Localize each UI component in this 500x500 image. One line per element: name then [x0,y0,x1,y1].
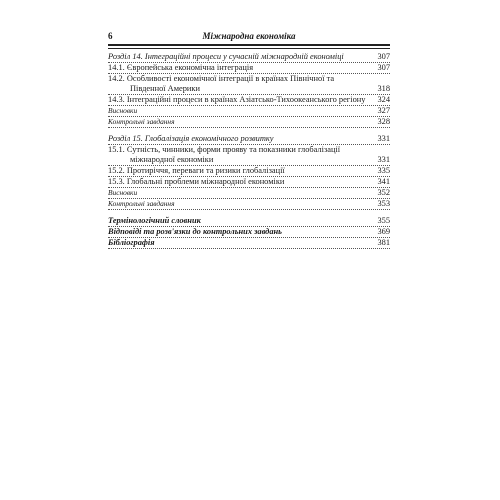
toc-entry-14-conclusions [108,106,390,117]
header-rule-thin [108,48,390,49]
toc-entry-14-3 [108,95,390,106]
toc-entry-title: 15.2. Протиріччя, переваги та ризики глобалізації [108,166,285,175]
toc-entry-title: 14.2. Особливості економічної інтеграції в країнах Північної та Південної Америки [108,74,335,93]
page-header [108,31,390,45]
toc-entry-page: 331 [377,134,390,143]
toc-entry-glossary [108,216,390,227]
toc-entry-title: Розділ 14. Інтеграційні процеси у сучасній міжнародній економіці [108,52,344,61]
toc-entry-page: 324 [377,95,390,104]
toc-entry-title: Бібліографія [108,238,155,247]
toc-entry-page: 318 [377,84,390,93]
toc-entry-section-14 [108,52,390,63]
toc-entry-page: 335 [377,166,390,175]
toc-entry-title: Розділ 15. Глобалізація економічного розвитку [108,134,274,143]
toc-entry-14-tasks [108,117,390,128]
toc-entry-title: Контрольні завдання [108,199,175,208]
running-title: Міжнародна економіка [202,31,296,41]
toc-entry-15-conclusions [108,188,390,199]
toc-entry-15-1 [108,145,390,166]
page-number: 6 [108,31,113,41]
toc-entry-page: 307 [377,52,390,61]
toc-entry-15-2 [108,166,390,177]
toc-entry-title: Контрольні завдання [108,117,175,126]
toc-entry-bibliography [108,238,390,249]
toc-entry-page: 307 [377,63,390,72]
toc-entry-page: 341 [377,177,390,186]
toc-entry-15-3 [108,177,390,188]
toc-entry-title: Висновки [108,106,138,115]
toc-entry-14-2 [108,74,390,95]
toc-entry-page: 327 [377,106,390,115]
toc-entry-page: 353 [377,199,390,208]
toc-entry-page: 328 [377,117,390,126]
toc-entry-page: 331 [377,155,390,164]
toc-entry-section-15 [108,134,390,145]
toc-entry-title: 14.3. Інтеграційні процеси в країнах Азіатсько-Тихоокеанського регіону [108,95,366,104]
toc-entry-title: Відповіді та розв'язки до контрольних завдань [108,227,282,236]
toc-entry-page: 355 [377,216,390,225]
toc-entry-page: 352 [377,188,390,197]
toc-entry-15-tasks [108,199,390,210]
toc-entry-title: Висновки [108,188,138,197]
toc-entry-title: 15.3. Глобальні проблеми міжнародної економіки [108,177,285,186]
toc-entry-page: 381 [377,238,390,247]
toc-entry-title: Термінологічний словник [108,216,201,225]
header-rule-thick [108,44,390,46]
table-of-contents [108,52,390,249]
toc-entry-page: 369 [377,227,390,236]
toc-entry-answers [108,227,390,238]
toc-entry-title: 15.1. Сутність, чинники, форми прояву та показники глобалізації міжнародної економіки [108,145,341,164]
toc-entry-14-1 [108,63,390,74]
toc-entry-title: 14.1. Європейська економічна інтеграція [108,63,254,72]
